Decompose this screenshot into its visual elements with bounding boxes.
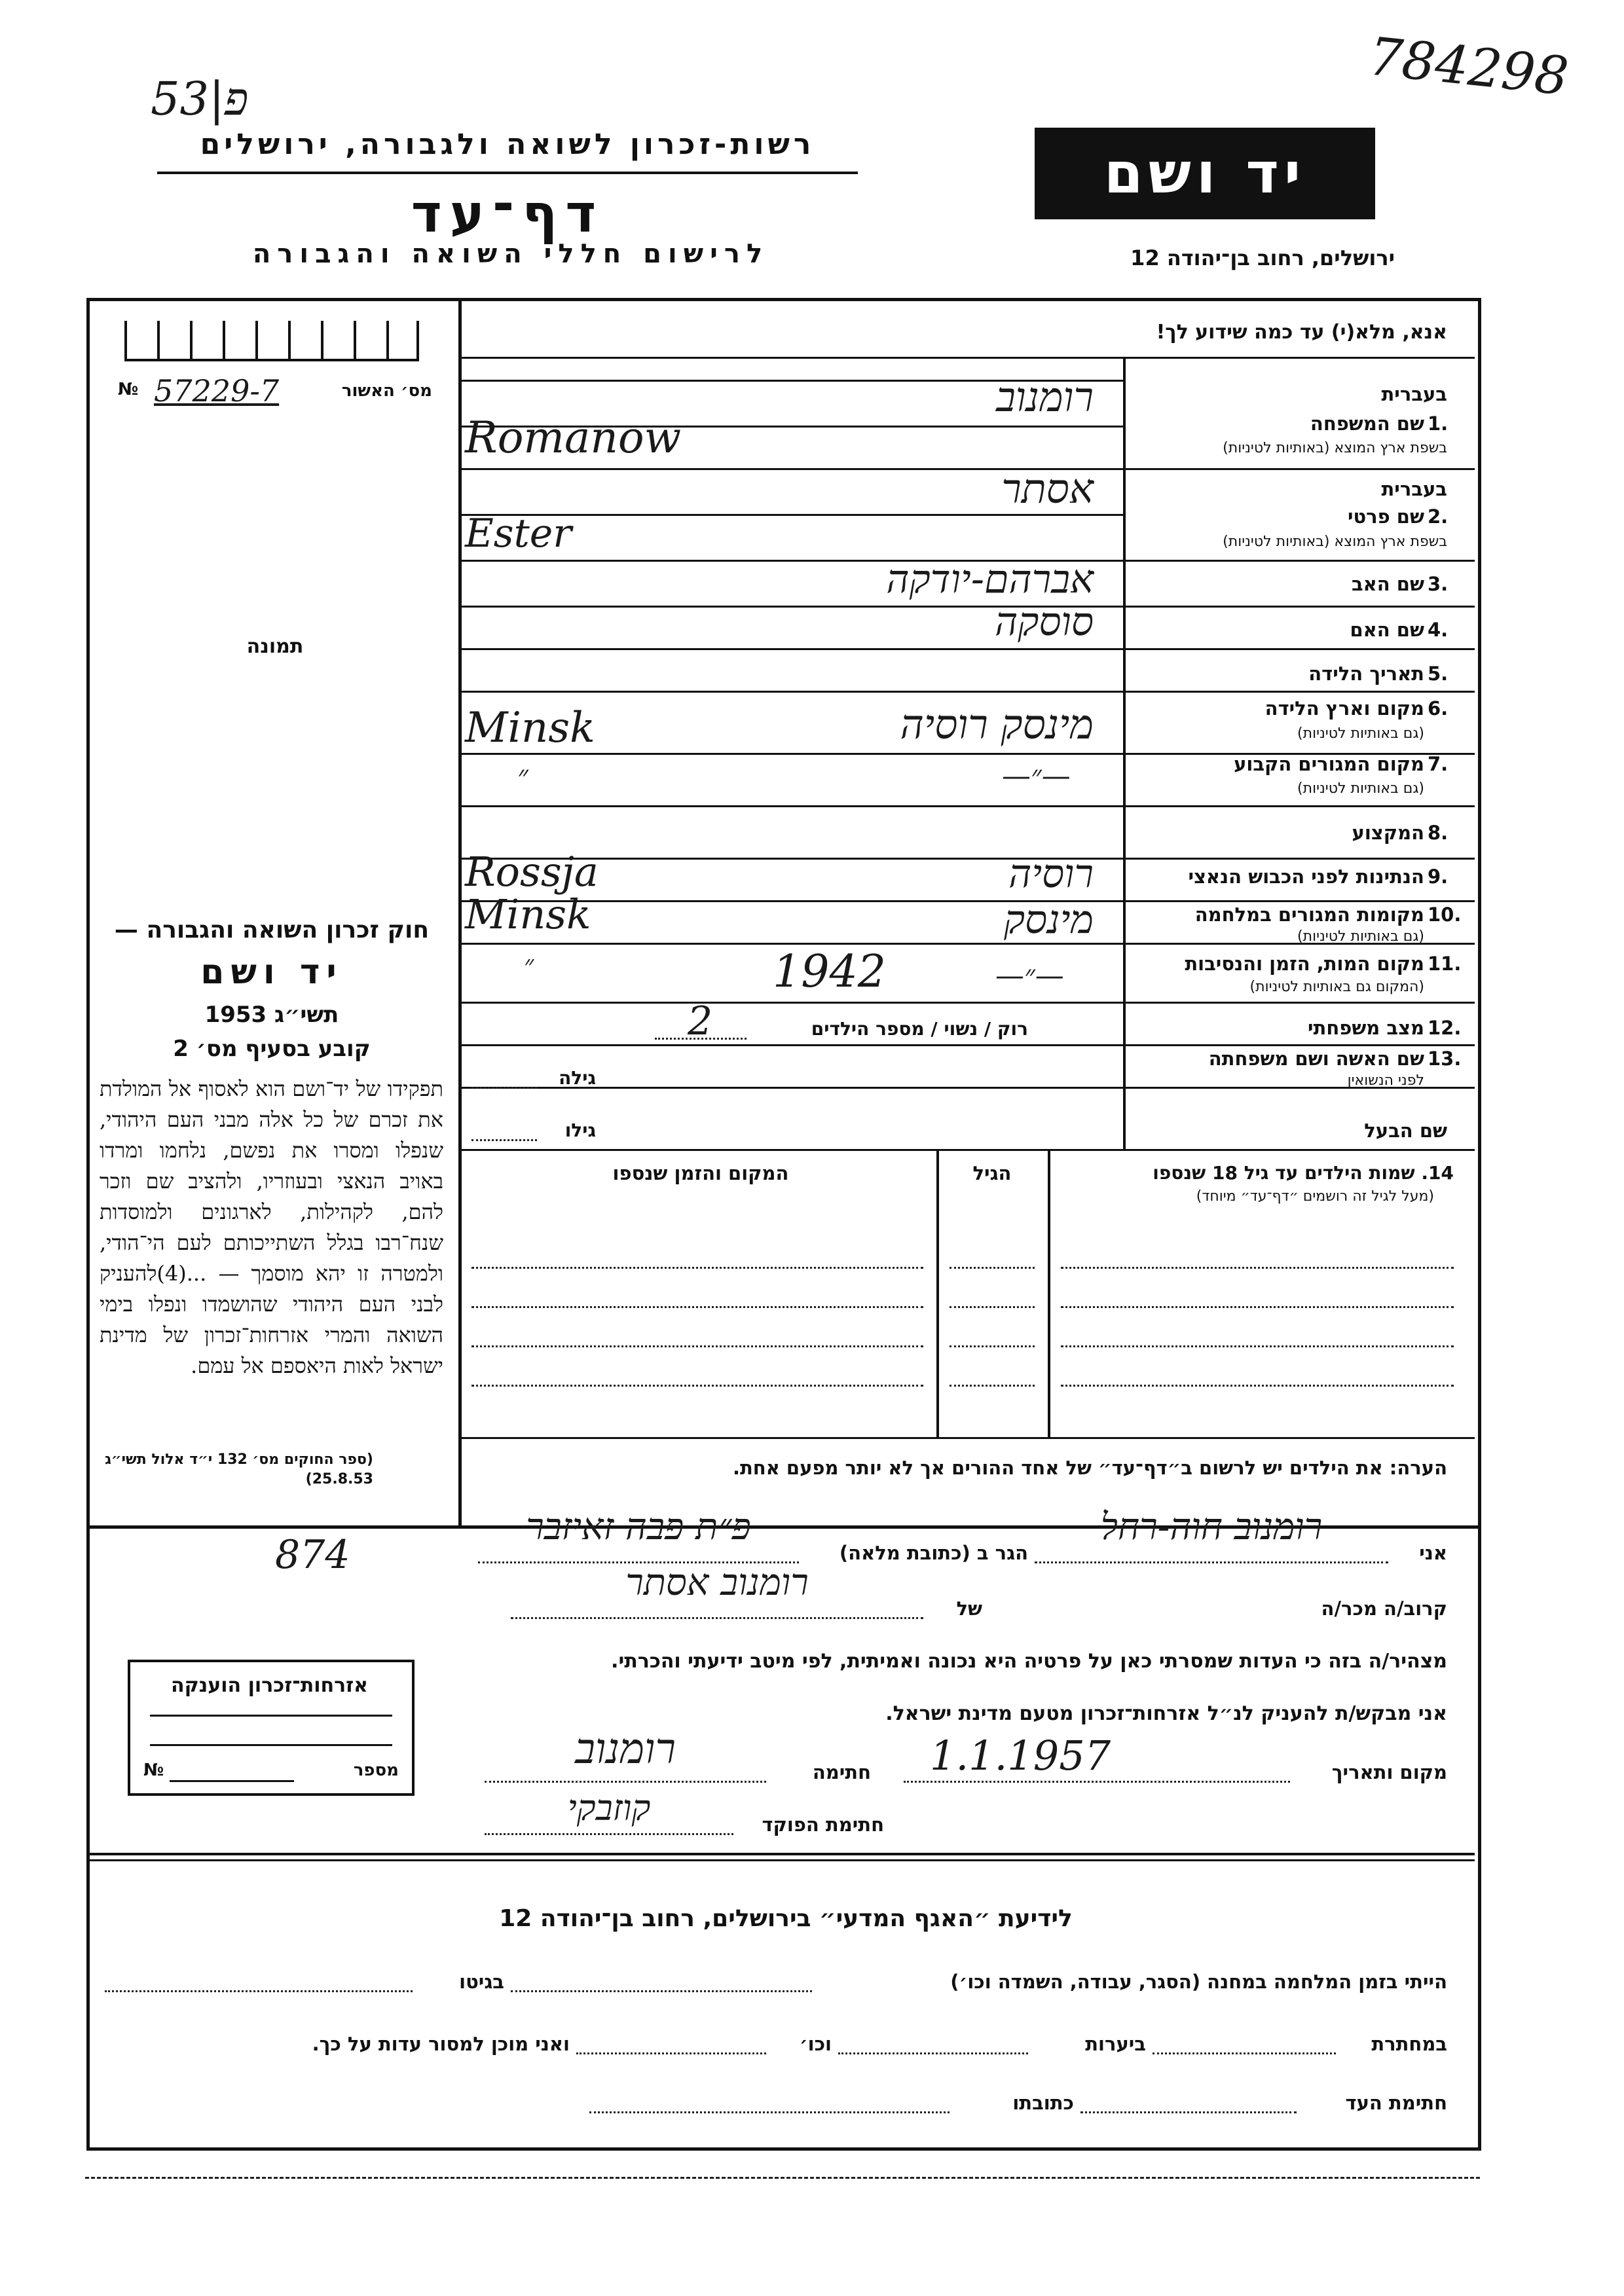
witness-address-label: כתובתו	[1012, 2092, 1074, 2114]
witness-signature-label: חתימת העד	[1345, 2092, 1447, 2114]
place-date-label: מקום ותאריך	[1331, 1761, 1447, 1783]
witness-signature[interactable]: רומנוב	[575, 1725, 676, 1774]
field-11-label: מקום המות, הזמן והנסיבות	[1185, 953, 1424, 975]
field-4-label: שם האם	[1350, 619, 1424, 641]
death-year[interactable]: 1942	[773, 946, 887, 998]
handwritten-note: 874	[275, 1532, 350, 1578]
scientific-dept-title: לידיעת ״האגף המדעי״ בירושלים, רחוב בן־יהודה 12	[499, 1905, 1073, 1932]
relation-label: קרוב/ה מכר/ה	[1321, 1597, 1447, 1620]
field-12-label: מצב משפחתי	[1307, 1017, 1424, 1039]
field-11-note: (המקום גם באותיות לטיניות)	[1249, 979, 1424, 995]
citizenship-box-title: אזרחות־זכרון הוענקה	[170, 1674, 369, 1697]
law-text: תפקידו של יד־ושם הוא לאסוף אל המולדת את זכרם של כל אלה מבני העם היהודי, שנפלו ומסרו את נפשם, נלחמו ומרדו באויב הנאצי ובעוזריו, ולהציב שם וזכר להם, לקהילות, לארגונים ולמוסדות שנח־רבו בגלל השתייכותם לעם הי־הודי, ולמטרה זו יהא מוסמך — ...(4)להעניק לבני העם היהודי שהושמדו ונפלו בימי השואה והמרי אזרחות־זכרון של מדינת ישראל לאות היאספם אל עמם.	[100, 1076, 443, 1378]
field-2-hebrew-tag: בעברית	[1381, 478, 1447, 500]
law-name: יד ושם	[200, 953, 343, 992]
residence-latin[interactable]: ״	[517, 759, 528, 793]
wife-age-label: גילה	[559, 1067, 596, 1089]
approval-number: 57229-7	[154, 373, 280, 409]
declaration-date[interactable]: 1.1.1957	[930, 1732, 1111, 1779]
underground-label: במחתרת	[1371, 2033, 1447, 2055]
children-place-header: המקום והזמן שנספו	[612, 1162, 789, 1184]
first-name-hebrew[interactable]: אסתר	[1001, 465, 1094, 513]
field-5-label: תאריך הלידה	[1308, 663, 1424, 685]
field-8-label: המקצוע	[1352, 822, 1424, 844]
field-10-label: מקומות המגורים במלחמה	[1194, 903, 1424, 926]
i-label: אני	[1419, 1542, 1447, 1564]
camp-question: הייתי בזמן המלחמה במחנה (הסגר, עבודה, השמדה וכו׳)	[950, 1971, 1447, 1993]
form-title: דף־עד	[411, 183, 604, 244]
remark: הערה: את הילדים יש לרשום ב״דף־עד״ של אחד ההורים אך לא יותר מפעם אחת.	[732, 1457, 1447, 1479]
field-7-label: מקום המגורים הקבוע	[1234, 753, 1424, 775]
declaration-statement: מצהיר/ה בזה כי העדות שמסרתי כאן על פרטיה היא נכונה ואמיתית, לפי מיטב ידיעתי והכרתי.	[611, 1650, 1447, 1673]
witness-address[interactable]: פ״ת פבה זאיזבר	[526, 1506, 751, 1548]
forests-label: ביערות	[1085, 2033, 1146, 2055]
field-2-label: שם פרטי	[1347, 505, 1424, 528]
org-name: רשות-זכרון לשואה ולגבורה, ירושלים	[200, 128, 815, 161]
official-signature[interactable]: קוזבקי	[567, 1787, 651, 1829]
wartime-residence[interactable]: מינסק	[1003, 897, 1094, 943]
victim-name[interactable]: רומנוב אסתר	[625, 1561, 809, 1604]
family-name-latin[interactable]: Romanow	[465, 412, 682, 463]
record-number: 784298	[1365, 26, 1572, 107]
address: ירושלים, רחוב בן־יהודה 12	[1130, 246, 1395, 270]
archive-number: 53|פ	[151, 72, 249, 126]
etc-label: וכו׳	[799, 2033, 832, 2055]
marital-status-options: רוק / נשוי / מספר הילדים	[811, 1018, 1028, 1040]
yad-vashem-logo: יד ושם	[1035, 128, 1375, 219]
field-10-note: (גם באותיות לטיניות)	[1297, 928, 1424, 945]
field-1-label: שם המשפחה	[1310, 412, 1424, 435]
field-7-note: (גם באותיות לטיניות)	[1297, 780, 1424, 797]
mother-name[interactable]: סוסקה	[995, 599, 1094, 645]
field-1-hebrew-tag: בעברית	[1381, 383, 1447, 405]
form-subtitle: לרישום חללי השואה והגבורה	[252, 239, 769, 269]
citizenship-number-label: מספר	[353, 1760, 399, 1780]
witness-name[interactable]: רומנוב חוה-רחל	[1100, 1506, 1323, 1548]
citizenship-latin[interactable]: Rossja	[465, 848, 599, 896]
children-names-note: (מעל לגיל זה רושמים ״דף־עד״ מיוחד)	[1196, 1188, 1434, 1205]
law-year: תשי״ג 1953	[204, 1002, 339, 1028]
testimony-offer: ואני מוכן למסור עדות על כך.	[312, 2033, 570, 2055]
official-signature-label: חתימת הפוקד	[762, 1813, 884, 1836]
of-label: של	[956, 1597, 982, 1620]
death-place-latin[interactable]: ״	[524, 950, 534, 980]
children-count[interactable]: 2	[688, 998, 713, 1044]
birth-place[interactable]: מינסק רוסיה	[900, 701, 1094, 748]
husband-label: שם הבעל	[1364, 1120, 1447, 1142]
ghetto-label: בגיטו	[459, 1971, 504, 1993]
children-age-header: הגיל	[972, 1162, 1012, 1184]
intro-text: אנא, מלא(י) עד כמה שידוע לך!	[1156, 321, 1447, 344]
residence-mark[interactable]: —״—	[1002, 759, 1071, 793]
death-place-mark[interactable]: —״—	[995, 959, 1064, 993]
wartime-residence-latin[interactable]: Minsk	[465, 890, 591, 938]
barcode-ticks	[124, 321, 419, 360]
signature-label: חתימה	[812, 1761, 871, 1783]
birth-place-latin[interactable]: Minsk	[465, 704, 595, 752]
first-name-latin[interactable]: Ester	[465, 511, 572, 556]
photo-label: תמונה	[246, 635, 304, 658]
field-6-label: מקום וארץ הלידה	[1264, 697, 1424, 720]
address-label: הגר ב (כתובת מלאה)	[839, 1542, 1028, 1564]
approval-label: מס׳ האשור	[341, 381, 432, 401]
field-9-label: הנתינות לפני הכבוש הנאצי	[1188, 866, 1424, 888]
husband-age-label: גילו	[564, 1120, 596, 1141]
children-names-header: 14. שמות הילדים עד גיל 18 שנספו	[1153, 1162, 1454, 1184]
field-3-label: שם האב	[1351, 573, 1424, 595]
law-clause: קובע בסעיף מס׳ 2	[173, 1036, 371, 1062]
law-source: (ספר החוקים מס׳ 132 י״ד אלול תשי״ג 25.8.53)	[105, 1451, 373, 1487]
law-title: חוק זכרון השואה והגבורה —	[114, 917, 430, 943]
field-13-label: שם האשה ושם משפחתה	[1208, 1048, 1424, 1070]
field-1-note: בשפת ארץ המוצא (באותיות לטיניות)	[1223, 440, 1447, 456]
family-name-hebrew[interactable]: רומנוב	[996, 373, 1094, 421]
field-2-note: בשפת ארץ המוצא (באותיות לטיניות)	[1223, 534, 1447, 550]
citizenship[interactable]: רוסיה	[1008, 851, 1094, 897]
field-13-note: לפני הנשואין	[1347, 1072, 1424, 1089]
field-6-note: (גם באותיות לטיניות)	[1297, 725, 1424, 742]
declaration-request: אני מבקש/ת להעניק לנ״ל אזרחות־זכרון מטעם מדינת ישראל.	[885, 1702, 1447, 1725]
father-name[interactable]: אברהם-יודקה	[886, 556, 1094, 602]
citizenship-box: אזרחות־זכרון הוענקה מספר №	[128, 1660, 415, 1796]
